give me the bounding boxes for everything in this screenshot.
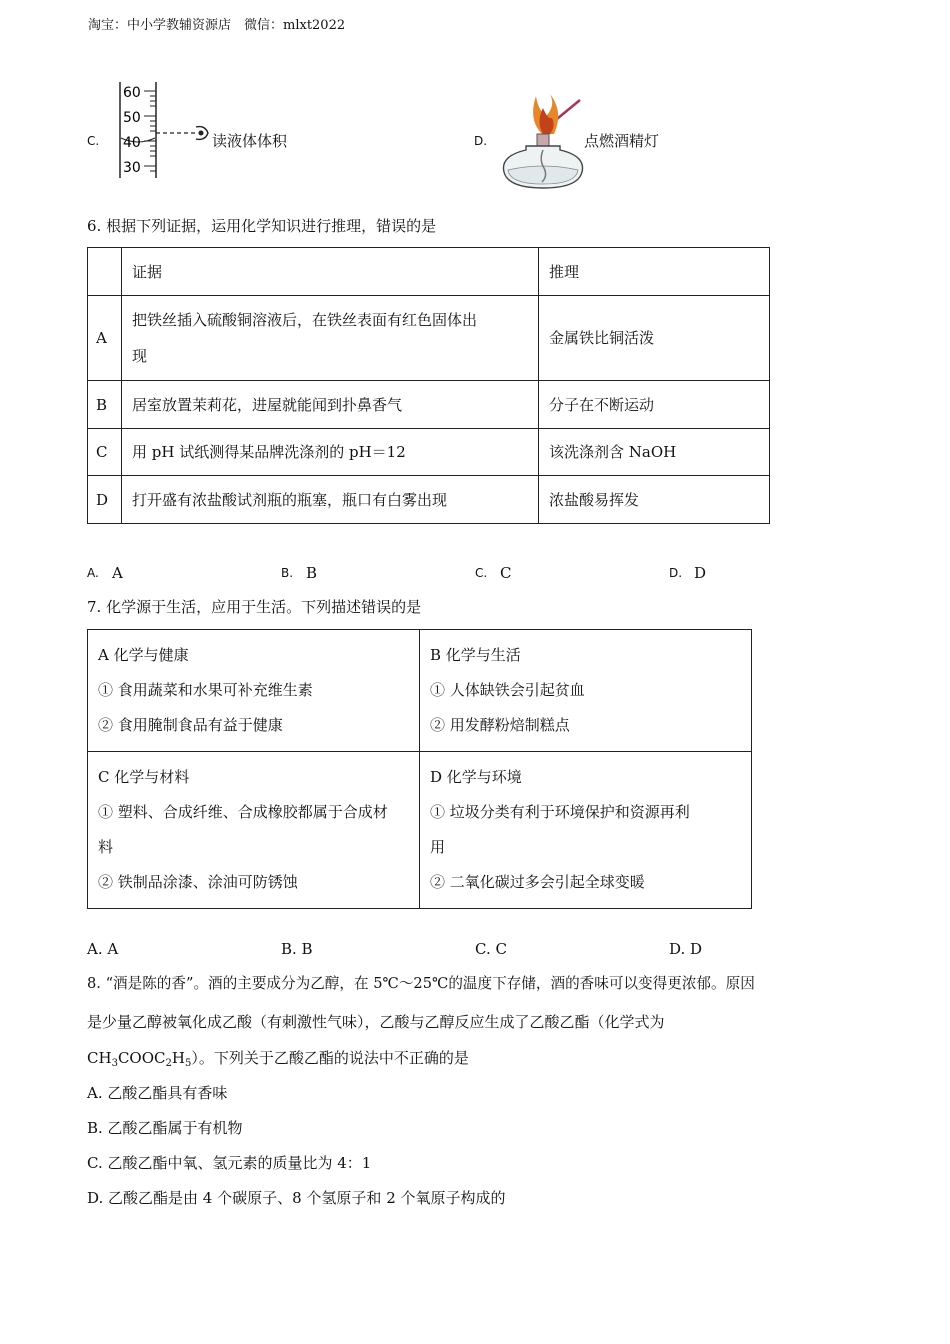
cell-title: C 化学与材料 [98, 768, 190, 786]
q7-stem: 7. 化学源于生活，应用于生活。下列描述错误的是 [87, 598, 422, 616]
reasoning-cell: 分子在不断运动 [539, 381, 770, 429]
cell-line: ① 食用蔬菜和水果可补充维生素 [98, 681, 313, 699]
tick-label-40: 40 [123, 135, 141, 151]
row-key: A [88, 296, 122, 381]
cell-line: ① 塑料、合成纤维、合成橡胶都属于合成材 [98, 803, 388, 821]
q6-stem: 6. 根据下列证据，运用化学知识进行推理，错误的是 [87, 217, 437, 235]
option: C. C [475, 940, 507, 958]
table-row [88, 752, 752, 909]
reasoning-cell: 金属铁比铜活泼 [539, 296, 770, 381]
tick-label-50: 50 [123, 110, 141, 126]
table-header-row [88, 248, 770, 296]
cell-line: ② 铁制品涂漆、涂油可防锈蚀 [98, 873, 298, 891]
cell-life [420, 630, 752, 752]
cell-title: B 化学与生活 [430, 646, 521, 664]
option-c-label: C. [87, 134, 100, 148]
tick-label-60: 60 [123, 85, 141, 101]
reasoning-cell: 该洗涤剂含 NaOH [539, 429, 770, 476]
option-label: C. [475, 566, 488, 580]
q8-option-d: D. 乙酸乙酯是由 4 个碳原子、8 个氢原子和 2 个氧原子构成的 [87, 1189, 506, 1207]
table-row [88, 630, 752, 752]
option-value: D [694, 564, 707, 582]
cell-environment [420, 752, 752, 909]
q8-stem-line2: 是少量乙醇被氧化成乙酸（有刺激性气味），乙酸与乙醇反应生成了乙酸乙酯（化学式为 [87, 1013, 665, 1031]
q8-option-c: C. 乙酸乙酯中氧、氢元素的质量比为 4：1 [87, 1154, 372, 1172]
option: A. A [87, 940, 119, 958]
q7-options [87, 939, 787, 961]
row-key: D [88, 476, 122, 524]
q8-option-b: B. 乙酸乙酯属于有机物 [87, 1119, 243, 1137]
option-label: A. [87, 566, 99, 580]
cell-line: ② 二氧化碳过多会引起全球变暖 [430, 873, 645, 891]
q8-option-a: A. 乙酸乙酯具有香味 [87, 1084, 228, 1102]
header-cell-blank [88, 248, 122, 296]
q6-table [87, 247, 770, 524]
evidence-cell: 打开盛有浓盐酸试剂瓶的瓶塞，瓶口有白雾出现 [122, 476, 539, 524]
row-key: C [88, 429, 122, 476]
evidence-cell: 居室放置茉莉花，进屋就能闻到扑鼻香气 [122, 381, 539, 429]
option-value: B [306, 564, 318, 582]
chemical-formula: $CH_3COOC_2H_5$ [87, 1049, 192, 1069]
eye-icon [196, 127, 208, 140]
q8-stem-line1: 8. “酒是陈的香”。酒的主要成分为乙醇，在 5℃～25℃的温度下存储，酒的香味可以变得更浓郁。原因 [87, 975, 755, 992]
evidence-cell [122, 296, 539, 381]
table-row [88, 296, 770, 381]
evidence-cell: 用 pH 试纸测得某品牌洗涤剂的 pH＝12 [122, 429, 539, 476]
option-label: D. [669, 566, 683, 580]
option-d-label: D. [474, 134, 488, 148]
table-row [88, 381, 770, 429]
cell-line: ① 人体缺铁会引起贫血 [430, 681, 585, 699]
cell-title: A 化学与健康 [98, 646, 189, 664]
alcohol-lamp-figure [498, 90, 588, 192]
option-value: A [112, 564, 123, 582]
evidence-line: 现 [132, 347, 148, 365]
evidence-line: 把铁丝插入硫酸铜溶液后，在铁丝表面有红色固体出 [132, 311, 478, 329]
cell-line: 用 [430, 838, 446, 856]
graduated-cylinder-figure [112, 80, 212, 184]
option-value: C [500, 564, 512, 582]
cell-line: ② 用发酵粉焙制糕点 [430, 716, 570, 734]
header-cell-evidence: 证据 [122, 248, 539, 296]
header-cell-reasoning: 推理 [539, 248, 770, 296]
option-label: B. [281, 566, 294, 580]
cell-title: D 化学与环境 [430, 768, 522, 786]
option-d-text: 点燃酒精灯 [584, 132, 660, 150]
cell-health [88, 630, 420, 752]
cell-line: 料 [98, 838, 114, 856]
cell-line: ① 垃圾分类有利于环境保护和资源再利 [430, 803, 690, 821]
table-row [88, 429, 770, 476]
tick-label-30: 30 [123, 160, 141, 176]
q7-table [87, 629, 752, 909]
option: D. D [669, 940, 703, 958]
row-key: B [88, 381, 122, 429]
option-c-text: 读液体体积 [212, 132, 288, 150]
page-header: 淘宝：中小学教辅资源店 微信：mlxt2022 [88, 18, 346, 33]
q8-stem-line3: $CH_3COOC_2H_5$）。下列关于乙酸乙酯的说法中不正确的是 [87, 1049, 469, 1069]
option: B. B [281, 940, 313, 958]
q6-options [87, 563, 787, 585]
cell-line: ② 食用腌制食品有益于健康 [98, 716, 283, 734]
reasoning-cell: 浓盐酸易挥发 [539, 476, 770, 524]
table-row [88, 476, 770, 524]
cell-materials [88, 752, 420, 909]
